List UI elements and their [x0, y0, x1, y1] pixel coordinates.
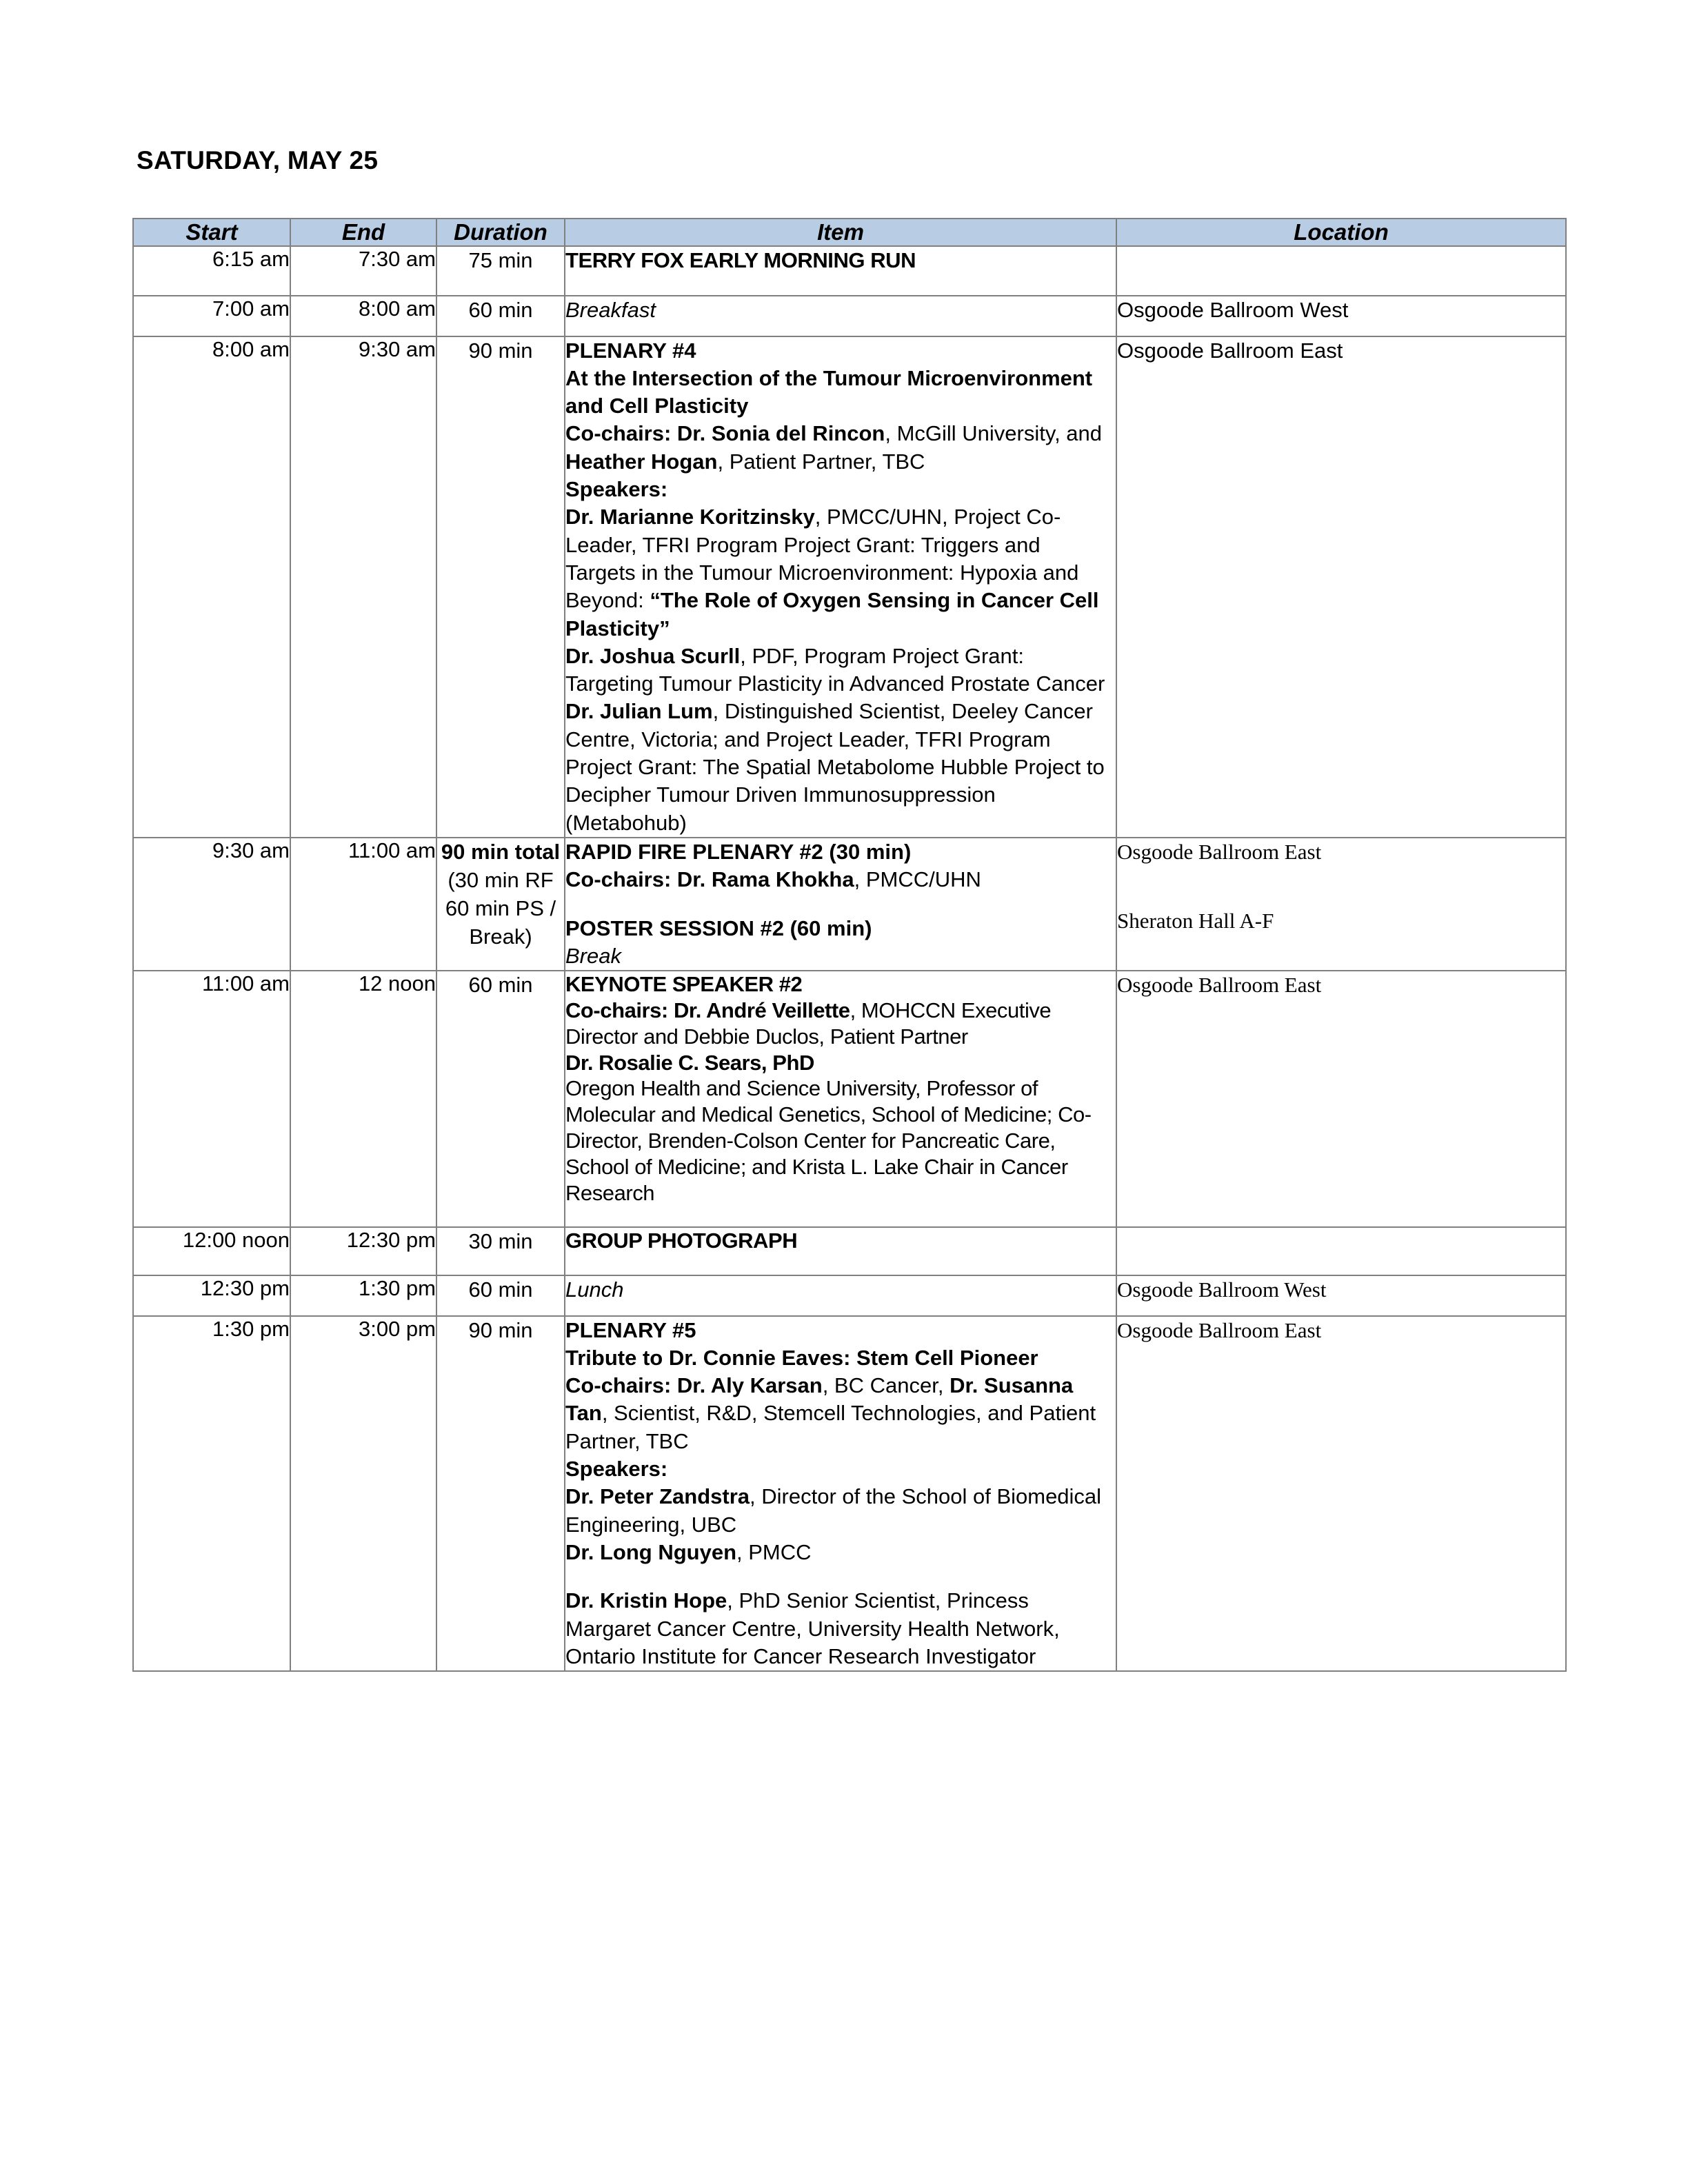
cell-end: 12:30 pm [290, 1227, 436, 1275]
cell-location: Osgoode Ballroom West [1116, 1275, 1566, 1315]
cochairs-label: Co-chairs: Dr. Aly Karsan [565, 1373, 823, 1398]
speaker-name: Dr. Long Nguyen [565, 1539, 736, 1564]
item-title: TERRY FOX EARLY MORNING RUN [565, 248, 916, 272]
cell-item [565, 246, 1116, 296]
cell-end: 9:30 am [290, 336, 436, 838]
item-title: RAPID FIRE PLENARY #2 (30 min) [565, 839, 912, 864]
cochair-name-2: Heather Hogan [565, 449, 718, 474]
cell-end: 1:30 pm [290, 1275, 436, 1315]
item-break-label: Break [565, 943, 621, 968]
table-row [133, 1275, 1566, 1315]
cochairs-label: Co-chairs: Dr. Sonia del Rincon [565, 421, 885, 446]
cell-start: 1:30 pm [133, 1316, 290, 1672]
speaker-affiliation: , PMCC/UHN, Project Co-Leader, TFRI Program Project Grant: Triggers and Targets in the Tumour Microenvironment: Hypoxia and Beyond: [565, 505, 1079, 613]
item-title: KEYNOTE SPEAKER #2 [565, 972, 803, 997]
speakers-label: Speakers: [565, 477, 668, 502]
cell-start: 6:15 am [133, 246, 290, 296]
cell-location [1116, 838, 1566, 971]
speaker-name: Dr. Joshua Scurll [565, 643, 741, 668]
cell-start: 9:30 am [133, 838, 290, 971]
cochair-name-2: Dr. Susanna Tan [565, 1373, 1074, 1426]
cell-duration: 75 min [436, 246, 565, 296]
cell-duration: 30 min [436, 1227, 565, 1275]
column-header-end: End [290, 219, 436, 246]
cell-start: 11:00 am [133, 971, 290, 1227]
cell-item [565, 1316, 1116, 1672]
table-header-row [133, 219, 1566, 246]
speaker-name: Dr. Julian Lum [565, 699, 713, 724]
speaker-affiliation: Oregon Health and Science University, Professor of Molecular and Medical Genetics, School of Medicine; Co-Director, Brenden-Colson Center for Pancreatic Care, School of Medicine; and Krista L. Lake Chair in Cancer Research [565, 1076, 1092, 1205]
cell-end: 11:00 am [290, 838, 436, 971]
table-row [133, 246, 1566, 296]
cell-start: 7:00 am [133, 296, 290, 336]
location-secondary: Sheraton Hall A-F [1117, 909, 1274, 933]
speaker-name: Dr. Peter Zandstra [565, 1484, 750, 1509]
speaker-talk-title: “The Role of Oxygen Sensing in Cancer Cell Plasticity” [565, 588, 1099, 640]
column-header-location: Location [1116, 219, 1566, 246]
cell-item [565, 296, 1116, 336]
table-row [133, 1227, 1566, 1275]
item-title: Lunch [565, 1277, 624, 1302]
cell-location: Osgoode Ballroom East [1116, 1316, 1566, 1672]
speaker-name: Dr. Kristin Hope [565, 1588, 727, 1613]
speaker-affiliation: , Director of the School of Biomedical Engineering, UBC [565, 1484, 1102, 1537]
cell-duration [436, 838, 565, 971]
cell-item [565, 1275, 1116, 1315]
cochair-role-2: , Scientist, R&D, Stemcell Technologies, and Patient Partner, TBC [565, 1401, 1096, 1453]
column-header-duration: Duration [436, 219, 565, 246]
cell-start: 12:00 noon [133, 1227, 290, 1275]
agenda-table [132, 218, 1567, 1672]
cell-duration: 60 min [436, 971, 565, 1227]
cell-location [1116, 1227, 1566, 1275]
item-title-secondary: POSTER SESSION #2 (60 min) [565, 916, 872, 940]
cell-item [565, 838, 1116, 971]
cell-item [565, 1227, 1116, 1275]
cell-duration: 90 min [436, 336, 565, 838]
speaker-affiliation: , PMCC [736, 1539, 812, 1564]
cell-end: 3:00 pm [290, 1316, 436, 1672]
cochairs-affiliation: , PMCC/UHN [854, 867, 981, 892]
cell-location: Osgoode Ballroom East [1116, 971, 1566, 1227]
cell-start: 8:00 am [133, 336, 290, 838]
cell-location: Osgoode Ballroom East [1116, 336, 1566, 838]
item-title: GROUP PHOTOGRAPH [565, 1228, 798, 1253]
cell-item [565, 336, 1116, 838]
item-title: Breakfast [565, 298, 656, 323]
cell-duration: 60 min [436, 296, 565, 336]
cell-duration: 60 min [436, 1275, 565, 1315]
cell-end: 8:00 am [290, 296, 436, 336]
cell-location [1116, 246, 1566, 296]
cochairs-affiliation: , BC Cancer, [822, 1373, 950, 1398]
speakers-label: Speakers: [565, 1457, 668, 1482]
cochairs-affiliation: , MOHCCN Executive Director and Debbie Duclos, Patient Partner [565, 998, 1052, 1049]
cell-item [565, 971, 1116, 1227]
cell-end: 12 noon [290, 971, 436, 1227]
cochairs-affiliation: , McGill University, and [885, 421, 1103, 446]
item-title: PLENARY #5 [565, 1317, 696, 1342]
cell-duration: 90 min [436, 1316, 565, 1672]
table-row [133, 336, 1566, 838]
column-header-start: Start [133, 219, 290, 246]
duration-breakdown: (30 min RF 60 min PS / Break) [445, 867, 556, 949]
table-row [133, 296, 1566, 336]
cell-end: 7:30 am [290, 246, 436, 296]
speaker-name: Dr. Rosalie C. Sears, PhD [565, 1050, 814, 1075]
page-title: SATURDAY, MAY 25 [137, 146, 379, 174]
duration-total: 90 min total [441, 839, 561, 864]
item-subtitle: Tribute to Dr. Connie Eaves: Stem Cell Pioneer [565, 1345, 1038, 1370]
cochairs-label: Co-chairs: Dr. Rama Khokha [565, 867, 854, 892]
item-subtitle: At the Intersection of the Tumour Microenvironment and Cell Plasticity [565, 365, 1093, 418]
cochairs-label: Co-chairs: Dr. André Veillette [565, 998, 850, 1022]
cell-start: 12:30 pm [133, 1275, 290, 1315]
speaker-affiliation: , Distinguished Scientist, Deeley Cancer Centre, Victoria; and Project Leader, TFRI Program Project Grant: The Spatial Metabolome Hubble Project to Decipher Tumour Driven Immunosuppression (Metabohub) [565, 699, 1105, 835]
table-row [133, 1316, 1566, 1672]
column-header-item: Item [565, 219, 1116, 246]
speaker-name: Dr. Marianne Koritzinsky [565, 505, 815, 529]
location-primary: Osgoode Ballroom East [1117, 839, 1322, 864]
item-title: PLENARY #4 [565, 338, 696, 363]
speaker-affiliation: , PDF, Program Project Grant: Targeting Tumour Plasticity in Advanced Prostate Cancer [565, 643, 1105, 696]
cell-location: Osgoode Ballroom West [1116, 296, 1566, 336]
speaker-affiliation: , PhD Senior Scientist, Princess Margaret Cancer Centre, University Health Network, Ontario Institute for Cancer Research Investigator [565, 1588, 1060, 1668]
cochair-role-2: , Patient Partner, TBC [717, 449, 925, 474]
table-row [133, 838, 1566, 971]
table-row [133, 971, 1566, 1227]
